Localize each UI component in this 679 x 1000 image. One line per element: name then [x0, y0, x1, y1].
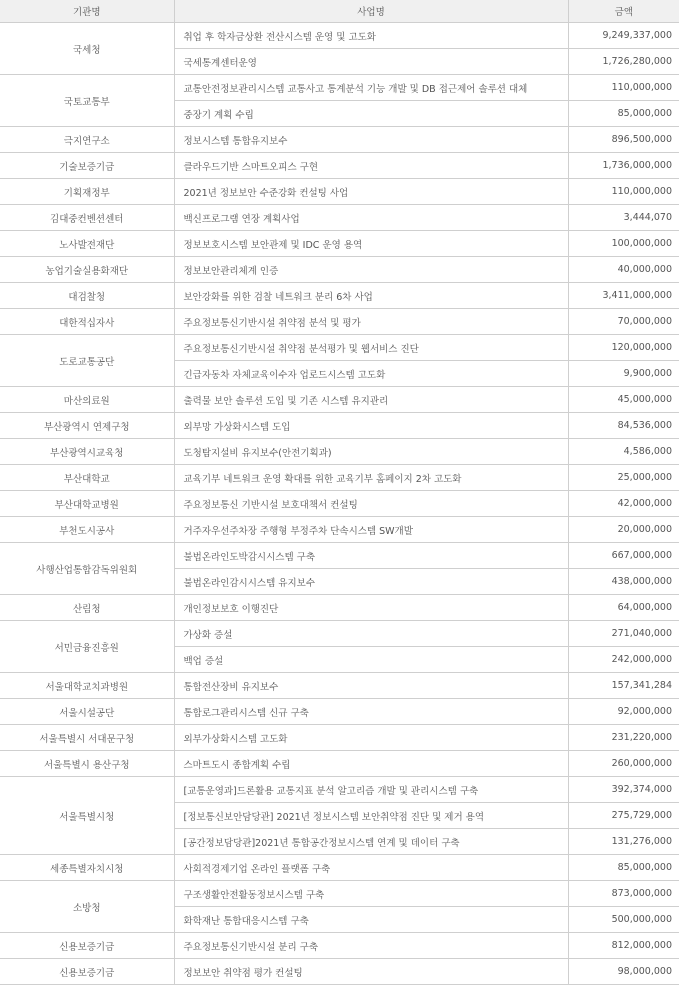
table-row	[0, 517, 679, 543]
org-cell: 국세청	[0, 23, 174, 75]
project-cell: 외부망 가상화시스템 도입	[174, 413, 568, 439]
org-cell: 도로교통공단	[0, 335, 174, 387]
org-cell: 기술보증기금	[0, 153, 174, 179]
project-cell: 보안강화를 위한 검찰 네트워크 분리 6차 사업	[174, 283, 568, 309]
amount-cell: 92,000,000	[568, 699, 679, 725]
org-cell: 부산대학교	[0, 465, 174, 491]
header-row	[0, 0, 679, 23]
amount-cell: 110,000,000	[568, 75, 679, 101]
project-cell: 정보보호시스템 보안관제 및 IDC 운영 용역	[174, 231, 568, 257]
header-project: 사업명	[174, 0, 568, 23]
table-row	[0, 257, 679, 283]
amount-cell: 500,000,000	[568, 907, 679, 933]
table-row	[0, 127, 679, 153]
table-row	[0, 543, 679, 569]
project-cell: 정보시스템 통합유지보수	[174, 127, 568, 153]
project-cell: 구조생활안전활동정보시스템 구축	[174, 881, 568, 907]
project-cell: 주요정보통신기반시설 분리 구축	[174, 933, 568, 959]
project-cell: 불법온라인감시시스템 유지보수	[174, 569, 568, 595]
table-row	[0, 205, 679, 231]
amount-cell: 231,220,000	[568, 725, 679, 751]
org-cell: 사행산업통합감독위원회	[0, 543, 174, 595]
amount-cell: 20,000,000	[568, 517, 679, 543]
org-cell: 부산광역시 연제구청	[0, 413, 174, 439]
project-cell: 백신프로그램 연장 계획사업	[174, 205, 568, 231]
project-cell: 거주자우선주차장 주행형 부정주차 단속시스템 SW개발	[174, 517, 568, 543]
amount-cell: 98,000,000	[568, 959, 679, 985]
amount-cell: 85,000,000	[568, 855, 679, 881]
amount-cell: 260,000,000	[568, 751, 679, 777]
table-row	[0, 179, 679, 205]
amount-cell: 110,000,000	[568, 179, 679, 205]
table-row	[0, 933, 679, 959]
amount-cell: 812,000,000	[568, 933, 679, 959]
project-cell: [교통운영과]드론활용 교통지표 분석 알고리즘 개발 및 관리시스템 구축	[174, 777, 568, 803]
table-row	[0, 621, 679, 647]
org-cell: 신용보증기금	[0, 933, 174, 959]
amount-cell: 667,000,000	[568, 543, 679, 569]
amount-cell: 100,000,000	[568, 231, 679, 257]
amount-cell: 42,000,000	[568, 491, 679, 517]
project-cell: 국세통계센터운영	[174, 49, 568, 75]
amount-cell: 84,536,000	[568, 413, 679, 439]
amount-cell: 271,040,000	[568, 621, 679, 647]
table-row	[0, 673, 679, 699]
amount-cell: 25,000,000	[568, 465, 679, 491]
amount-cell: 438,000,000	[568, 569, 679, 595]
amount-cell: 275,729,000	[568, 803, 679, 829]
amount-cell: 9,900,000	[568, 361, 679, 387]
org-cell: 서울시설공단	[0, 699, 174, 725]
project-cell: 취업 후 학자금상환 전산시스템 운영 및 고도화	[174, 23, 568, 49]
project-cell: 백업 증설	[174, 647, 568, 673]
project-cell: [공간정보담당관]2021년 통합공간정보시스템 연계 및 데이터 구축	[174, 829, 568, 855]
table-row	[0, 881, 679, 907]
org-cell: 서울대학교치과병원	[0, 673, 174, 699]
header-amount: 금액	[568, 0, 679, 23]
project-cell: 2021년 정보보안 수준강화 컨설팅 사업	[174, 179, 568, 205]
project-cell: 교통안전정보관리시스템 교통사고 통계분석 기능 개발 및 DB 접근제어 솔루션 대체	[174, 75, 568, 101]
header-org: 기관명	[0, 0, 174, 23]
org-cell: 농업기술실용화재단	[0, 257, 174, 283]
table-row	[0, 491, 679, 517]
table-row	[0, 777, 679, 803]
table-row	[0, 335, 679, 361]
org-cell: 대검찰청	[0, 283, 174, 309]
amount-cell: 131,276,000	[568, 829, 679, 855]
table-row	[0, 699, 679, 725]
org-cell: 부천도시공사	[0, 517, 174, 543]
table-row	[0, 751, 679, 777]
amount-cell: 70,000,000	[568, 309, 679, 335]
amount-cell: 1,736,000,000	[568, 153, 679, 179]
table-row	[0, 231, 679, 257]
table-row	[0, 725, 679, 751]
org-cell: 산림청	[0, 595, 174, 621]
project-cell: 가상화 증설	[174, 621, 568, 647]
amount-cell: 157,341,284	[568, 673, 679, 699]
table-row	[0, 855, 679, 881]
org-cell: 극지연구소	[0, 127, 174, 153]
table-row	[0, 413, 679, 439]
project-cell: 화학재난 통합대응시스템 구축	[174, 907, 568, 933]
table-row	[0, 959, 679, 985]
project-cell: 외부가상화시스템 고도화	[174, 725, 568, 751]
project-cell: 중장기 계획 수립	[174, 101, 568, 127]
org-cell: 서울특별시청	[0, 777, 174, 855]
project-cell: 불법온라인도박감시시스템 구축	[174, 543, 568, 569]
amount-cell: 896,500,000	[568, 127, 679, 153]
project-cell: 스마트도시 종합계획 수립	[174, 751, 568, 777]
project-cell: 주요정보통신기반시설 취약점 분석 및 평가	[174, 309, 568, 335]
table-row	[0, 75, 679, 101]
project-cell: 긴급자동차 자체교육이수자 업로드시스템 고도화	[174, 361, 568, 387]
org-cell: 국토교통부	[0, 75, 174, 127]
table-row	[0, 283, 679, 309]
amount-cell: 1,726,280,000	[568, 49, 679, 75]
org-cell: 노사발전재단	[0, 231, 174, 257]
org-cell: 부산대학교병원	[0, 491, 174, 517]
project-cell: 교육기부 네트워크 운영 확대를 위한 교육기부 홈페이지 2차 고도화	[174, 465, 568, 491]
amount-cell: 45,000,000	[568, 387, 679, 413]
org-cell: 세종특별자치시청	[0, 855, 174, 881]
org-cell: 서민금융진흥원	[0, 621, 174, 673]
project-cell: 정보보안관리체계 인증	[174, 257, 568, 283]
org-cell: 부산광역시교육청	[0, 439, 174, 465]
table-body	[0, 23, 679, 985]
project-cell: [정보통신보안담당관] 2021년 정보시스템 보안취약점 진단 및 제거 용역	[174, 803, 568, 829]
table-row	[0, 465, 679, 491]
amount-cell: 64,000,000	[568, 595, 679, 621]
amount-cell: 242,000,000	[568, 647, 679, 673]
project-cell: 정보보안 취약점 평가 컨설팅	[174, 959, 568, 985]
table-row	[0, 309, 679, 335]
amount-cell: 873,000,000	[568, 881, 679, 907]
project-cell: 개인정보보호 이행진단	[174, 595, 568, 621]
org-cell: 신용보증기금	[0, 959, 174, 985]
table-row	[0, 439, 679, 465]
table-row	[0, 23, 679, 49]
org-cell: 서울특별시 용산구청	[0, 751, 174, 777]
org-cell: 마산의료원	[0, 387, 174, 413]
amount-cell: 40,000,000	[568, 257, 679, 283]
table-row	[0, 153, 679, 179]
amount-cell: 3,444,070	[568, 205, 679, 231]
amount-cell: 85,000,000	[568, 101, 679, 127]
org-cell: 기획재정부	[0, 179, 174, 205]
project-cell: 주요정보통신 기반시설 보호대책서 컨설팅	[174, 491, 568, 517]
project-cell: 주요정보통신기반시설 취약점 분석평가 및 웹서비스 진단	[174, 335, 568, 361]
project-cell: 통합전산장비 유지보수	[174, 673, 568, 699]
amount-cell: 120,000,000	[568, 335, 679, 361]
amount-cell: 9,249,337,000	[568, 23, 679, 49]
project-cell: 통합로그관리시스템 신규 구축	[174, 699, 568, 725]
table-row	[0, 387, 679, 413]
project-cell: 도청탐지설비 유지보수(안전기획과)	[174, 439, 568, 465]
org-cell: 소방청	[0, 881, 174, 933]
amount-cell: 4,586,000	[568, 439, 679, 465]
amount-cell: 392,374,000	[568, 777, 679, 803]
table-row	[0, 595, 679, 621]
amount-cell: 3,411,000,000	[568, 283, 679, 309]
org-cell: 대한적십자사	[0, 309, 174, 335]
project-cell: 클라우드기반 스마트오피스 구현	[174, 153, 568, 179]
project-cell: 사회적경제기업 온라인 플랫폼 구축	[174, 855, 568, 881]
project-cell: 출력물 보안 솔루션 도입 및 기존 시스템 유지관리	[174, 387, 568, 413]
org-cell: 김대중컨벤션센터	[0, 205, 174, 231]
org-cell: 서울특별시 서대문구청	[0, 725, 174, 751]
